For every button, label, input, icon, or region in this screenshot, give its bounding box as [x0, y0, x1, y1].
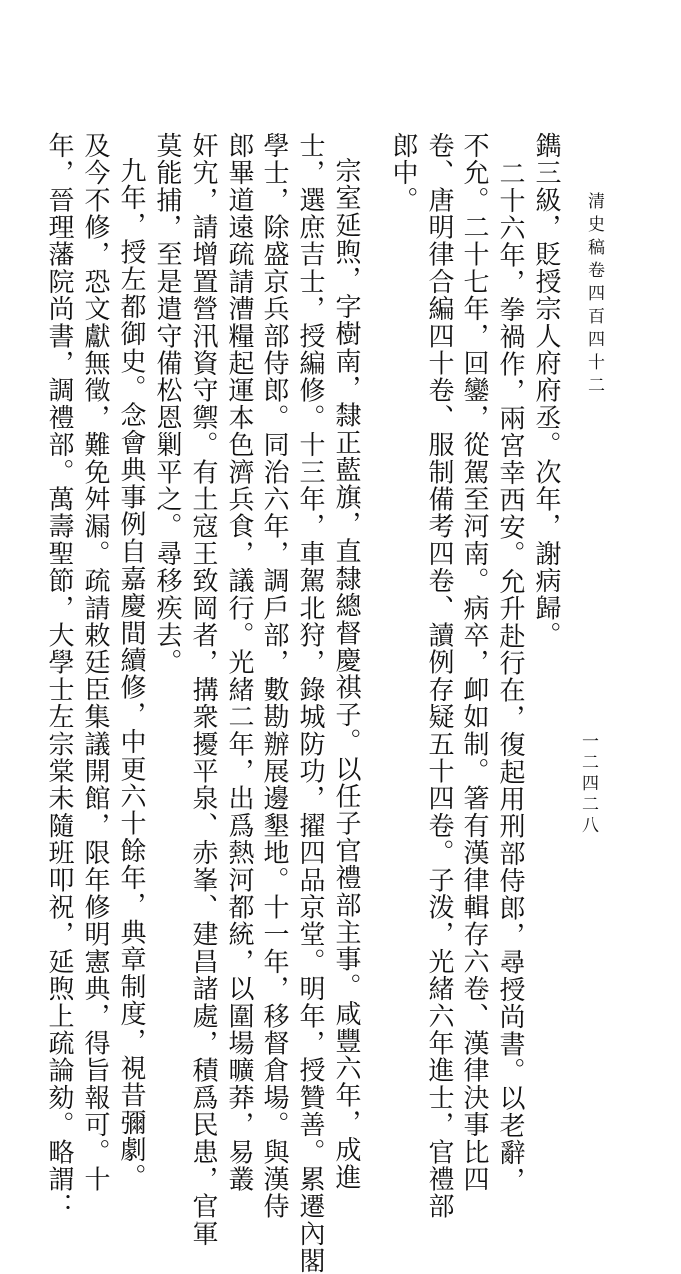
- text-column: 鐫三級，貶授宗人府府丞。次年，謝病歸。: [531, 132, 561, 649]
- text-column: 九年，授左都御史。念會典事例自嘉慶間續修，中更六十餘年，典章制度，視昔彌劇。: [116, 157, 146, 1191]
- text-column: 郎畢道遠疏請漕糧起運本色濟兵食，議行。光緒二年，出爲熱河都統，以圍場曠莽，易叢: [224, 132, 254, 1193]
- text-column: 卷、唐明律合編四十卷、服制備考四卷、讀例存疑五十四卷。子泼，光緒六年進士，官禮部: [424, 132, 454, 1220]
- page-number: 一二四二八: [578, 732, 598, 837]
- text-column: 不允。二十七年，回鑾，從駕至河南。病卒，卹如制。箸有漢律輯存六卷、漢律決事比四: [459, 132, 489, 1193]
- text-column: 年，晉理藩院尚書，調禮部。萬壽聖節，大學士左宗棠未隨班叩祝，延煦上疏論劾。略謂：: [44, 132, 74, 1220]
- text-column: 宗室延煦，字樹南，隸正藍旗，直隸總督慶祺子。以任子官禮部主事。咸豐六年，成進: [331, 157, 361, 1191]
- text-column: 莫能捕，至是遣守備松恩剿平之。尋移疾去。: [152, 132, 182, 676]
- text-column: 學士，除盛京兵部侍郎。同治六年，調戶部，數勘辦展邊墾地。十一年，移督倉場。與漢侍: [259, 132, 289, 1220]
- text-column: 奸宄，請增置營汛資守禦。有土寇王致岡者，搆衆擾平泉、赤峯、建昌諸處，積爲民患，官軍: [188, 132, 218, 1248]
- text-column: 二十六年，拳禍作，兩宮幸西安。允升赴行在，復起用刑部侍郎，尋授尚書。以老辭，: [495, 160, 525, 1194]
- running-head: 清史稿卷四百四十二: [584, 192, 604, 399]
- text-column: 及今不修，恐文獻無徵，難免舛漏。疏請敕廷臣集議開館，限年修明憲典，得旨報可。十: [80, 132, 110, 1193]
- text-column: 士，選庶吉士，授編修。十三年，車駕北狩，錄城防功，擢四品京堂。明年，授贊善。累遷內閣: [295, 132, 325, 1274]
- text-column: 郎中。: [388, 132, 418, 214]
